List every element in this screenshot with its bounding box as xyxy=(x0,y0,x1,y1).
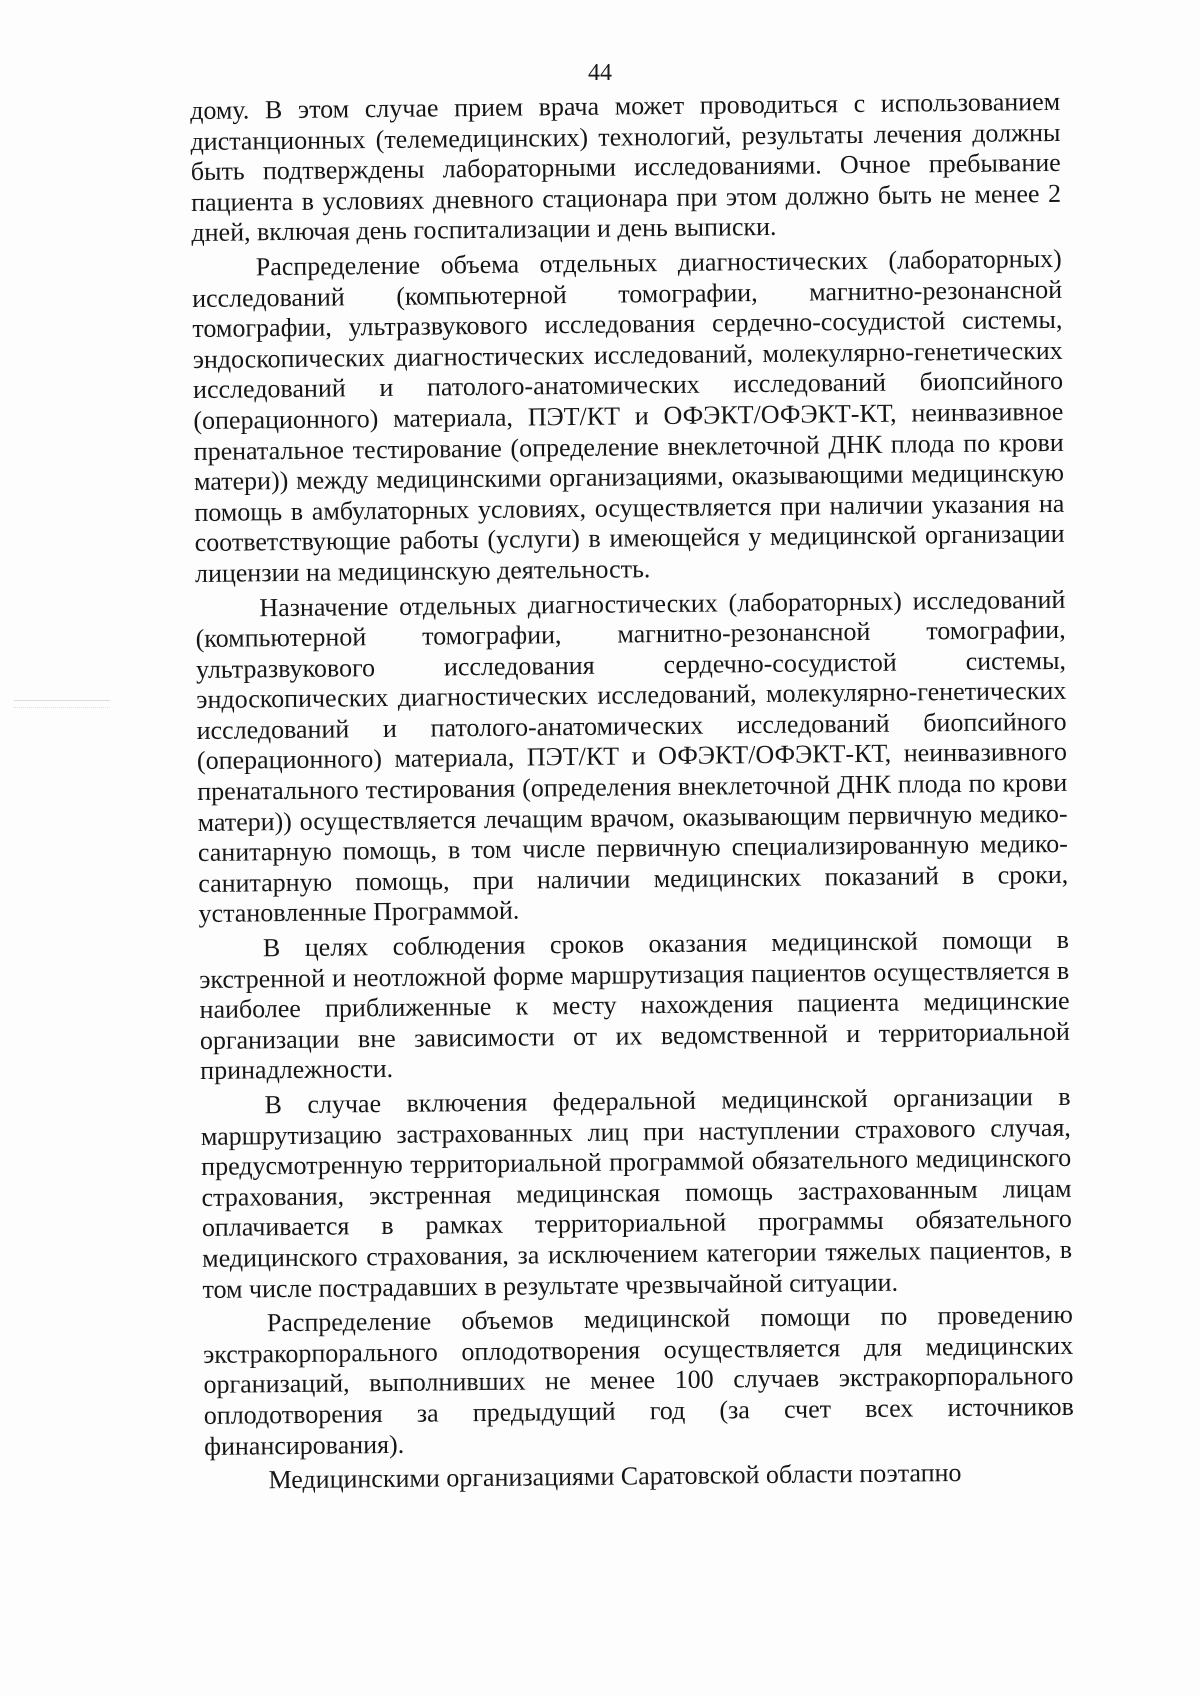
scan-artifact xyxy=(14,700,110,708)
paragraph-diagnostic-assignment: Назначение отдельных диагностических (лабораторных) исследований (компьютерной томографии, магнитно-резонансной томографии, ультразвукового исследования сердечно-сосудистой системы, эндоскопических диагностических исследований, молекулярно-генетических исследований и патолого-анатомических исследований биопсийного (операционного) материала, ПЭТ/КТ и ОФЭКТ/ОФЭКТ-КТ, неинвазивного пренатального тестирования (определения внеклеточной ДНК плода по крови матери)) осуществляется лечащим врачом, оказывающим первичную медико-санитарную помощь, в том числе первичную специализированную медико-санитарную помощь, при наличии медицинских показаний в сроки, установленные Программой. xyxy=(195,584,1069,929)
paragraph-continuation: дому. В этом случае прием врача может проводиться с использованием дистанционных (телемедицинских) технологий, результаты лечения должны быть подтверждены лабораторными исследованиями. Очное пребывание пациента в условиях дневного стационара при этом должно быть не менее 2 дней, включая день госпитализации и день выписки. xyxy=(190,86,1062,248)
page-number: 44 xyxy=(588,60,612,86)
document-body xyxy=(190,87,1075,1501)
paragraph-ivf-distribution: Распределение объемов медицинской помощи по проведению экстракорпорального оплодотворения осуществляется для медицинских организаций, выполнивших не менее 100 случаев экстракорпорального оплодотворения за предыдущий год (за счет всех источников финансирования). xyxy=(203,1299,1074,1461)
paragraph-saratov-organizations: Медицинскими организациями Саратовской области поэтапно xyxy=(268,1458,962,1495)
paragraph-volume-distribution: Распределение объема отдельных диагностических (лабораторных) исследований (компьютерной томографии, магнитно-резонансной томографии, ультразвукового исследования сердечно-сосудистой системы, эндоскопических диагностических исследований, молекулярно-генетических исследований и патолого-анатомических исследований биопсийного (операционного) материала, ПЭТ/КТ и ОФЭКТ/ОФЭКТ-КТ, неинвазивное пренатальное тестирование (определение внеклеточной ДНК плода по крови матери)) между медицинскими организациями, оказывающими медицинскую помощь в амбулаторных условиях, осуществляется при наличии указания на соответствующие работы (услуги) в имеющейся у медицинской организации лицензии на медицинскую деятельность. xyxy=(191,243,1065,588)
paragraph-emergency-routing: В целях соблюдения сроков оказания медицинской помощи в экстренной и неотложной форме маршрутизация пациентов осуществляется в наиболее приближенные к месту нахождения пациента медицинские организации вне зависимости от их ведомственной и территориальной принадлежности. xyxy=(199,924,1070,1086)
paragraph-federal-organization: В случае включения федеральной медицинской организации в маршрутизацию застрахованных лиц при наступлении страхового случая, предусмотренную территориальной программой обязательного медицинского страхования, экстренная медицинская помощь застрахованным лицам оплачивается в рамках территориальной программы обязательного медицинского страхования, за исключением категории тяжелых пациентов, в том числе пострадавших в результате чрезвычайной ситуации. xyxy=(200,1081,1073,1304)
